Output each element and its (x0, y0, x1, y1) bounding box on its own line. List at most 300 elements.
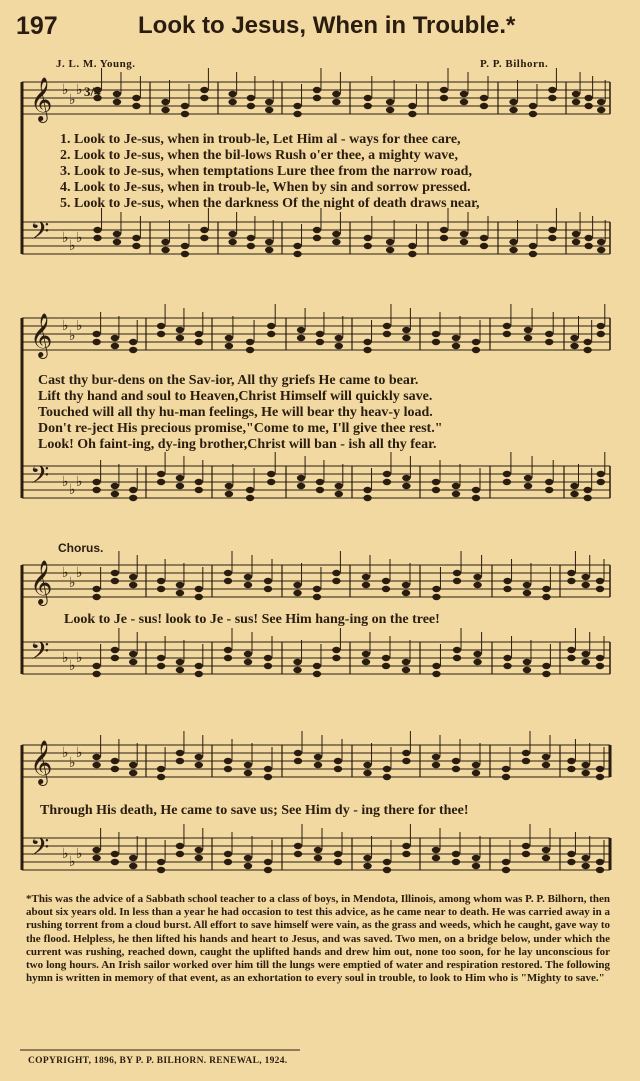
note-head (92, 855, 100, 861)
note-head (314, 762, 322, 768)
note-head (294, 843, 302, 849)
note-head (472, 770, 480, 776)
note-head (267, 471, 275, 477)
note-head (293, 590, 301, 596)
flat-icon: ♭ (62, 650, 69, 666)
note-head (584, 243, 592, 249)
copyright: COPYRIGHT, 1896, BY P. P. BILHORN. RENEWAL, 1924. (28, 1056, 288, 1066)
note-head (582, 651, 590, 657)
note-head (313, 671, 321, 677)
note-head (195, 586, 203, 592)
note-head (440, 235, 448, 241)
note-head (246, 339, 254, 345)
note-head (129, 487, 137, 493)
note-head (228, 99, 236, 105)
note-head (596, 586, 604, 592)
note-head (176, 758, 184, 764)
note-head (332, 91, 340, 97)
note-head (264, 859, 272, 865)
note-head (297, 483, 305, 489)
note-head (92, 671, 100, 677)
note-head (596, 859, 604, 865)
note-head (408, 251, 416, 257)
note-head (157, 331, 165, 337)
flat-icon: ♭ (76, 230, 83, 246)
note-head (596, 655, 604, 661)
note-head (264, 586, 272, 592)
bass-clef-icon: 𝄢 (30, 833, 50, 868)
hymn-number: 197 (16, 12, 58, 40)
note-head (567, 647, 575, 653)
note-head (93, 235, 101, 241)
note-head (432, 855, 440, 861)
bass-clef-icon: 𝄢 (30, 637, 50, 672)
note-head (402, 659, 410, 665)
note-head (129, 863, 137, 869)
note-head (582, 863, 590, 869)
note-head (472, 762, 480, 768)
note-head (597, 479, 605, 485)
note-head (522, 758, 530, 764)
note-head (402, 851, 410, 857)
note-head (382, 663, 390, 669)
note-head (473, 574, 481, 580)
note-head (408, 111, 416, 117)
note-head (228, 239, 236, 245)
note-head (129, 770, 137, 776)
verse-4-line-2: Don't re-ject His precious promise,"Come to me, I'll give thee rest." (38, 421, 443, 436)
note-head (293, 103, 301, 109)
note-head (247, 95, 255, 101)
note-head (542, 663, 550, 669)
note-head (246, 487, 254, 493)
note-head (200, 95, 208, 101)
note-head (582, 659, 590, 665)
note-head (596, 578, 604, 584)
note-head (383, 479, 391, 485)
note-head (181, 103, 189, 109)
treble-clef-icon: 𝄞 (30, 313, 53, 357)
note-head (432, 479, 440, 485)
note-head (567, 655, 575, 661)
note-head (362, 574, 370, 580)
flat-icon: ♭ (69, 575, 76, 591)
note-head (228, 91, 236, 97)
flat-icon: ♭ (69, 854, 76, 870)
note-head (509, 247, 517, 253)
note-head (335, 343, 343, 349)
note-head (244, 770, 252, 776)
verse-1-line-2: Cast thy bur-dens on the Sav-ior, All thy griefs He came to bear. (38, 373, 419, 388)
note-head (503, 663, 511, 669)
note-head (195, 663, 203, 669)
note-head (334, 851, 342, 857)
note-head (523, 590, 531, 596)
note-head (111, 570, 119, 576)
note-head (472, 347, 480, 353)
note-head (572, 99, 580, 105)
note-head (129, 762, 137, 768)
note-head (332, 99, 340, 105)
note-head (364, 95, 372, 101)
note-head (402, 758, 410, 764)
note-head (224, 655, 232, 661)
note-head (472, 863, 480, 869)
note-head (383, 774, 391, 780)
note-head (195, 855, 203, 861)
note-head (567, 766, 575, 772)
verse-2-line-2: Lift thy hand and soul to Heaven,Christ Himself will quickly save. (38, 389, 433, 404)
note-head (480, 235, 488, 241)
note-head (225, 483, 233, 489)
note-head (332, 655, 340, 661)
note-head (522, 851, 530, 857)
note-head (161, 247, 169, 253)
flat-icon: ♭ (62, 318, 69, 334)
note-head (570, 491, 578, 497)
note-head (503, 323, 511, 329)
note-head (244, 651, 252, 657)
note-head (200, 235, 208, 241)
note-head (161, 99, 169, 105)
note-head (542, 594, 550, 600)
verse-2-line-1: 2. Look to Je-sus, when the bil-lows Rush o'er thee, a mighty wave, (60, 148, 458, 163)
note-head (157, 766, 165, 772)
note-head (111, 859, 119, 865)
note-head (264, 766, 272, 772)
note-head (297, 327, 305, 333)
note-head (402, 475, 410, 481)
note-head (181, 243, 189, 249)
note-head (176, 659, 184, 665)
flat-icon: ♭ (76, 474, 83, 490)
note-head (402, 327, 410, 333)
note-head (364, 243, 372, 249)
note-head (297, 335, 305, 341)
note-head (509, 239, 517, 245)
note-head (332, 570, 340, 576)
note-head (129, 651, 137, 657)
flat-icon: ♭ (76, 565, 83, 581)
note-head (383, 859, 391, 865)
flat-icon: ♭ (62, 846, 69, 862)
note-head (113, 239, 121, 245)
note-head (111, 335, 119, 341)
note-head (432, 339, 440, 345)
note-head (224, 859, 232, 865)
note-head (524, 335, 532, 341)
note-head (363, 487, 371, 493)
note-head (452, 335, 460, 341)
note-head (597, 471, 605, 477)
note-head (92, 754, 100, 760)
note-head (195, 331, 203, 337)
treble-clef-icon: 𝄞 (30, 77, 53, 121)
note-head (383, 867, 391, 873)
note-head (293, 243, 301, 249)
note-head (453, 655, 461, 661)
verse-lines-1 (60, 132, 480, 212)
note-head (453, 570, 461, 576)
note-head (176, 483, 184, 489)
treble-clef-icon: 𝄞 (30, 740, 53, 784)
note-head (264, 867, 272, 873)
note-head (502, 859, 510, 865)
note-head (432, 487, 440, 493)
note-head (524, 483, 532, 489)
note-head (157, 859, 165, 865)
note-head (246, 495, 254, 501)
note-head (264, 578, 272, 584)
note-head (548, 87, 556, 93)
note-head (181, 251, 189, 257)
note-head (460, 239, 468, 245)
note-head (402, 667, 410, 673)
bass-clef-icon: 𝄢 (30, 217, 50, 252)
note-head (472, 495, 480, 501)
note-head (129, 495, 137, 501)
note-head (542, 847, 550, 853)
treble-clef-icon: 𝄞 (30, 560, 53, 604)
note-head (503, 471, 511, 477)
note-head (176, 582, 184, 588)
verse-1-line-1: 1. Look to Je-sus, when in troub-le, Let Him al - ways for thee care, (60, 132, 461, 147)
note-head (176, 475, 184, 481)
note-head (570, 335, 578, 341)
note-head (567, 570, 575, 576)
note-head (297, 475, 305, 481)
note-head (113, 231, 121, 237)
note-head (383, 323, 391, 329)
note-head (584, 95, 592, 101)
flat-icon: ♭ (76, 745, 83, 761)
note-head (332, 239, 340, 245)
note-head (597, 323, 605, 329)
note-head (570, 343, 578, 349)
note-head (157, 323, 165, 329)
note-head (386, 239, 394, 245)
note-head (402, 843, 410, 849)
note-head (542, 762, 550, 768)
note-head (597, 107, 605, 113)
note-head (522, 843, 530, 849)
note-head (582, 855, 590, 861)
flat-icon: ♭ (69, 92, 76, 108)
flat-icon: ♭ (69, 755, 76, 771)
note-head (582, 582, 590, 588)
note-head (244, 855, 252, 861)
note-head (408, 103, 416, 109)
note-head (93, 227, 101, 233)
note-head (314, 754, 322, 760)
note-head (509, 99, 517, 105)
note-head (583, 347, 591, 353)
note-head (132, 243, 140, 249)
note-head (524, 475, 532, 481)
note-head (523, 582, 531, 588)
note-head (452, 758, 460, 764)
note-head (92, 331, 100, 337)
note-head (157, 578, 165, 584)
note-head (313, 586, 321, 592)
note-head (452, 766, 460, 772)
note-head (195, 847, 203, 853)
note-head (524, 327, 532, 333)
note-head (452, 851, 460, 857)
note-head (542, 754, 550, 760)
note-head (597, 99, 605, 105)
note-head (542, 855, 550, 861)
note-head (548, 227, 556, 233)
note-head (313, 235, 321, 241)
note-head (522, 750, 530, 756)
note-head (402, 590, 410, 596)
note-head (225, 343, 233, 349)
note-head (597, 247, 605, 253)
note-head (129, 582, 137, 588)
note-head (313, 663, 321, 669)
flat-icon: ♭ (76, 82, 83, 98)
note-head (363, 770, 371, 776)
note-head (113, 91, 121, 97)
note-head (386, 99, 394, 105)
note-head (460, 91, 468, 97)
note-head (529, 111, 537, 117)
note-head (502, 774, 510, 780)
note-head (265, 247, 273, 253)
note-head (264, 774, 272, 780)
note-head (132, 95, 140, 101)
note-head (386, 247, 394, 253)
note-head (247, 243, 255, 249)
note-head (334, 758, 342, 764)
note-head (503, 586, 511, 592)
note-head (529, 243, 537, 249)
time-signature: 3/4 (84, 84, 101, 99)
note-head (503, 479, 511, 485)
note-head (502, 867, 510, 873)
note-head (293, 659, 301, 665)
note-head (363, 863, 371, 869)
note-head (440, 87, 448, 93)
note-head (542, 671, 550, 677)
note-head (111, 766, 119, 772)
note-head (452, 483, 460, 489)
note-head (523, 659, 531, 665)
note-head (200, 227, 208, 233)
note-head (129, 659, 137, 665)
note-head (111, 647, 119, 653)
note-head (545, 487, 553, 493)
note-head (195, 479, 203, 485)
note-head (432, 847, 440, 853)
note-head (335, 335, 343, 341)
note-head (582, 770, 590, 776)
note-head (408, 243, 416, 249)
note-head (545, 331, 553, 337)
note-head (334, 859, 342, 865)
note-head (545, 479, 553, 485)
note-head (111, 578, 119, 584)
note-head (313, 87, 321, 93)
bass-clef-icon: 𝄢 (30, 461, 50, 496)
note-head (548, 235, 556, 241)
note-head (92, 479, 100, 485)
note-head (453, 578, 461, 584)
note-head (362, 582, 370, 588)
note-head (200, 87, 208, 93)
note-head (267, 331, 275, 337)
note-head (225, 335, 233, 341)
flat-icon: ♭ (62, 565, 69, 581)
note-head (548, 95, 556, 101)
note-head (572, 239, 580, 245)
note-head (316, 331, 324, 337)
note-head (224, 647, 232, 653)
note-head (195, 487, 203, 493)
note-head (452, 491, 460, 497)
note-head (195, 754, 203, 760)
note-head (503, 578, 511, 584)
note-head (432, 594, 440, 600)
note-head (294, 750, 302, 756)
note-head (224, 851, 232, 857)
note-head (247, 103, 255, 109)
note-head (244, 863, 252, 869)
note-head (313, 95, 321, 101)
note-head (176, 667, 184, 673)
verse-4-line-1: 4. Look to Je-sus, when in troub-le, When by sin and sorrow pressed. (60, 180, 471, 195)
note-head (334, 766, 342, 772)
note-head (244, 582, 252, 588)
note-head (316, 487, 324, 493)
note-head (363, 347, 371, 353)
note-head (382, 655, 390, 661)
note-head (316, 339, 324, 345)
note-head (582, 574, 590, 580)
note-head (363, 339, 371, 345)
chorus-line-1: Look to Je - sus! look to Je - sus! See Him hang-ing on the tree! (64, 612, 440, 627)
note-head (460, 231, 468, 237)
note-head (161, 107, 169, 113)
note-head (246, 347, 254, 353)
note-head (111, 758, 119, 764)
note-head (224, 758, 232, 764)
flat-icon: ♭ (76, 650, 83, 666)
note-head (596, 766, 604, 772)
note-head (402, 582, 410, 588)
note-head (161, 239, 169, 245)
verse-lines-2 (38, 373, 442, 453)
verse-5-line-2: Look! Oh faint-ing, dy-ing brother,Christ will ban - ish all thy fear. (38, 437, 437, 452)
note-head (432, 663, 440, 669)
flat-icon: ♭ (62, 82, 69, 98)
note-head (567, 758, 575, 764)
note-head (157, 774, 165, 780)
note-head (472, 487, 480, 493)
note-head (314, 855, 322, 861)
note-head (244, 574, 252, 580)
note-head (567, 859, 575, 865)
note-head (582, 762, 590, 768)
note-head (111, 851, 119, 857)
note-head (382, 586, 390, 592)
flat-icon: ♭ (76, 318, 83, 334)
note-head (176, 750, 184, 756)
note-head (453, 647, 461, 653)
note-head (157, 586, 165, 592)
note-head (362, 651, 370, 657)
